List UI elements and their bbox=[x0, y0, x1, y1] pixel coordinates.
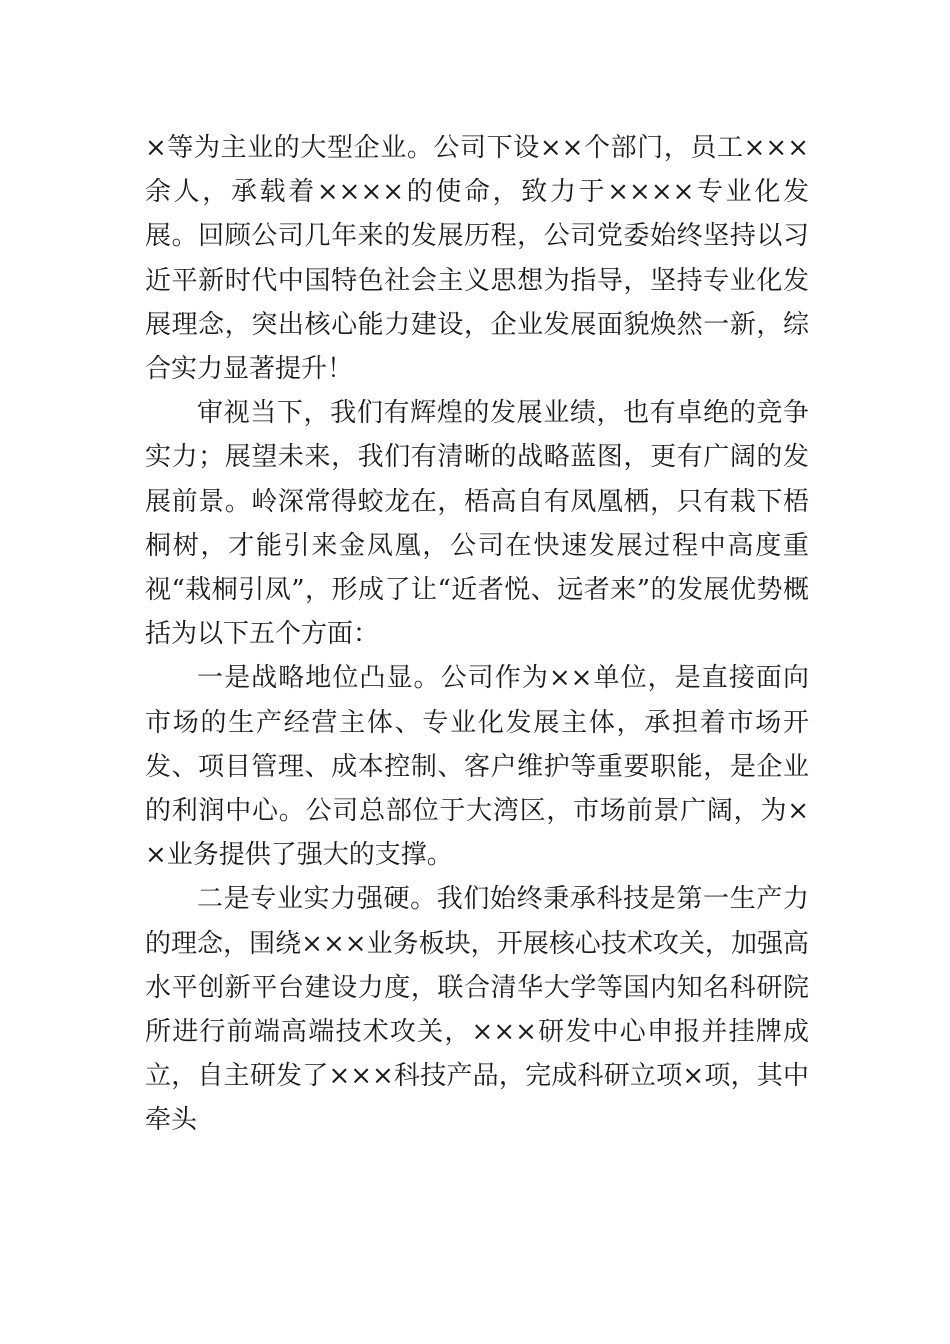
document-body bbox=[145, 126, 809, 1143]
paragraph-point-two: 二是专业实力强硬。我们始终秉承科技是第一生产力的理念，围绕×××业务板块，开展核心技术攻关，加强高水平创新平台建设力度，联合清华大学等国内知名科研院所进行前端高端技术攻关，×××研发中心申报并挂牌成立，自主研发了×××科技产品，完成科研立项×项，其中牵头 bbox=[145, 884, 809, 1136]
paragraph-continuation: ×等为主业的大型企业。公司下设××个部门，员工×××余人，承载着××××的使命，致力于××××专业化发展。回顾公司几年来的发展历程，公司党委始终坚持以习近平新时代中国特色社会主义思想为指导，坚持专业化发展理念，突出核心能力建设，企业发展面貌焕然一新，综合实力显著提升！ bbox=[145, 133, 809, 385]
paragraph-point-one: 一是战略地位凸显。公司作为××单位，是直接面向市场的生产经营主体、专业化发展主体，承担着市场开发、项目管理、成本控制、客户维护等重要职能，是企业的利润中心。公司总部位于大湾区，市场前景广阔，为××业务提供了强大的支撑。 bbox=[145, 663, 809, 871]
paragraph-outlook: 审视当下，我们有辉煌的发展业绩，也有卓绝的竞争实力；展望未来，我们有清晰的战略蓝图，更有广阔的发展前景。岭深常得蛟龙在，梧高自有凤凰栖，只有栽下梧桐树，才能引来金凤凰，公司在快速发展过程中高度重视“栽桐引凤”，形成了让“近者悦、远者来”的发展优势概括为以下五个方面： bbox=[145, 398, 809, 650]
